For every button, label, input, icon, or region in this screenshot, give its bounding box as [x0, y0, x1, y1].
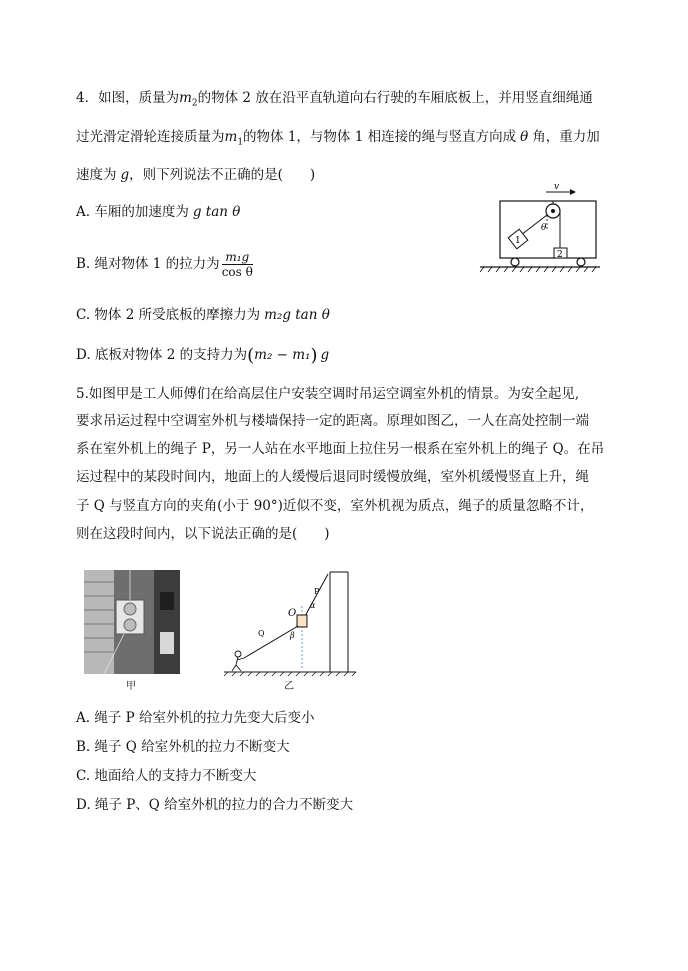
q4-line3-a: 速度为 — [76, 167, 117, 183]
q4-line-2 — [76, 128, 600, 152]
g-symbol: g — [120, 167, 130, 183]
fig-beta-label: β — [290, 631, 295, 640]
q4-option-a-prefix: A. 车厢的加速度为 — [76, 204, 189, 220]
q4-option-b-fraction — [222, 250, 253, 279]
q4-option-b-prefix: B. 绳对物体 1 的拉力为 — [76, 256, 220, 272]
fig-alpha-label: α — [310, 601, 316, 610]
q5-line-3: 系在室外机上的绳子 P，另一人站在水平地面上拉住另一根系在室外机上的绳子 Q。在吊 — [76, 441, 605, 457]
q5-option-a: A. 绳子 P 给室外机的拉力先变大后变小 — [76, 710, 315, 726]
q5-option-c: C. 地面给人的支持力不断变大 — [76, 768, 257, 784]
q4-option-a — [76, 203, 240, 221]
q4-option-a-expr: g tan θ — [192, 204, 241, 220]
fig-P-label: P — [314, 587, 320, 596]
q4-option-d-suffix: g — [320, 347, 330, 363]
fig-yi-label: 乙 — [284, 681, 294, 692]
q4-option-d-prefix: D. 底板对物体 2 的支持力为 — [76, 347, 248, 363]
fraction-numerator: m₁g — [222, 250, 253, 265]
q5-line-4: 运过程中的某段时间内，地面上的人缓慢后退同时缓慢放绳，室外机缓慢竖直上升，绳 — [76, 469, 589, 485]
q4-line2-a: 过光滑定滑轮连接质量为 — [76, 129, 225, 145]
q4-option-c-prefix: C. 物体 2 所受底板的摩擦力为 — [76, 307, 261, 323]
q4-line1-a: 4．如图，质量为 — [76, 90, 180, 106]
fig-theta-label: θ — [541, 223, 547, 233]
fraction-denominator: cos θ — [221, 265, 253, 279]
q4-option-c — [76, 306, 330, 324]
fig-O-label: O — [288, 608, 297, 619]
q4-line2-b: 的物体 1，与物体 1 相连接的绳与竖直方向成 — [243, 129, 517, 145]
fig-velocity-label: v — [554, 182, 560, 192]
q4-line3-b: ，则下列说法不正确的是( ) — [129, 167, 316, 183]
fig-block1-label: 1 — [515, 236, 521, 246]
m2-symbol: m — [179, 90, 192, 106]
fig-Q-label: Q — [258, 629, 265, 638]
q5-diagram-figure — [222, 570, 362, 694]
m2-subscript: 2 — [191, 98, 198, 109]
q4-option-b — [76, 248, 253, 280]
m1-symbol: m — [224, 129, 238, 145]
q5-line-2: 要求吊运过程中空调室外机与楼墙保持一定的距离。原理如图乙，一人在高处控制一端 — [76, 413, 589, 429]
m1-subscript: 1 — [237, 137, 244, 148]
q4-line2-c: 角，重力加 — [532, 129, 600, 145]
q4-carriage-figure — [474, 180, 604, 275]
fig-jia-label: 甲 — [126, 681, 136, 692]
q4-option-d: D. 底板对物体 2 的支持力为(m₂ − m₁) g — [76, 345, 330, 366]
q5-photo-figure — [84, 570, 180, 694]
q5-line-1: 5.如图甲是工人师傅们在给高层住户安装空调时吊运空调室外机的情景。为安全起见, — [76, 386, 580, 402]
q4-option-d-expr: m₂ − m₁ — [254, 347, 311, 363]
q5-line-6: 则在这段时间内，以下说法正确的是( ) — [76, 526, 330, 542]
theta-symbol: θ — [520, 129, 529, 145]
fig-block2-label: 2 — [557, 250, 563, 260]
q5-line-5: 子 Q 与竖直方向的夹角(小于 90°)近似不变，室外机视为质点，绳子的质量忽略不计， — [76, 498, 594, 514]
q4-line-3 — [76, 166, 315, 184]
q4-line1-b: 的物体 2 放在沿平直轨道向右行驶的车厢底板上，并用竖直细绳通 — [197, 90, 593, 106]
q4-line-1 — [76, 89, 593, 113]
q4-option-c-expr: m₂g tan θ — [264, 307, 330, 323]
q5-option-b: B. 绳子 Q 给室外机的拉力不断变大 — [76, 739, 290, 755]
q5-option-d: D. 绳子 P、Q 给室外机的拉力的合力不断变大 — [76, 797, 354, 813]
